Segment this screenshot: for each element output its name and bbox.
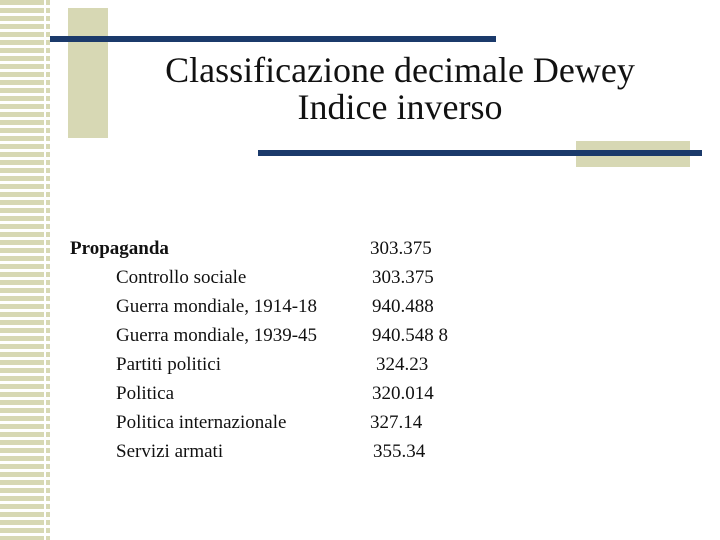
index-subterm: Controllo sociale	[116, 267, 247, 288]
dewey-code: 320.014	[372, 383, 434, 404]
dewey-code: 324.23	[376, 354, 429, 375]
slide-title	[120, 52, 680, 126]
relative-index-list	[70, 234, 490, 466]
index-subterm: Guerra mondiale, 1914-18	[116, 296, 318, 317]
title-bottom-rule	[258, 150, 702, 156]
left-stripe-decoration	[0, 0, 50, 540]
index-heading-term: Propaganda	[70, 238, 169, 259]
index-subterm: Politica	[116, 383, 175, 404]
index-entry	[70, 408, 490, 437]
slide-title-line-1: Classificazione decimale Dewey	[165, 50, 635, 90]
dewey-code: 303.375	[370, 238, 432, 259]
dewey-code: 940.488	[372, 296, 434, 317]
index-subterm: Servizi armati	[116, 441, 224, 462]
dewey-code: 355.34	[373, 441, 426, 462]
index-entry	[70, 292, 490, 321]
index-entry	[70, 379, 490, 408]
index-entry	[70, 350, 490, 379]
index-subterm: Politica internazionale	[116, 412, 287, 433]
index-entry	[70, 263, 490, 292]
title-top-rule	[50, 36, 496, 42]
dewey-code: 327.14	[370, 412, 423, 433]
dewey-code: 940.548 8	[372, 325, 448, 346]
dewey-code: 303.375	[372, 267, 434, 288]
index-subterm: Partiti politici	[116, 354, 222, 375]
index-subterm: Guerra mondiale, 1939-45	[116, 325, 318, 346]
index-entry	[70, 234, 490, 263]
index-entry	[70, 437, 490, 466]
slide-title-line-2: Indice inverso	[297, 87, 503, 127]
index-entry	[70, 321, 490, 350]
title-left-accent-block	[68, 8, 108, 138]
